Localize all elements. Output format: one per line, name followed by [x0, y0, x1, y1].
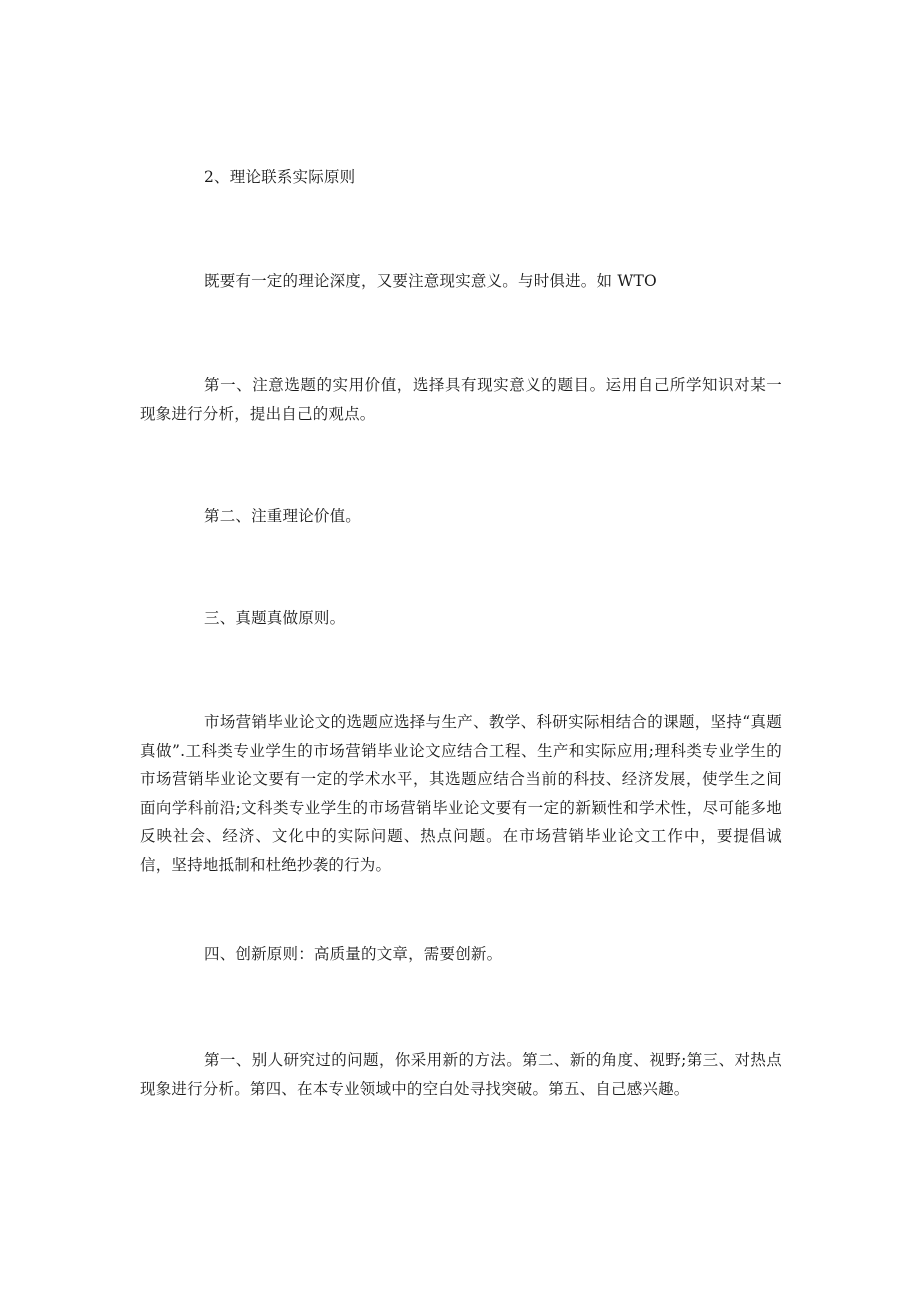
section-heading-real-topic: 三、真题真做原则。 — [204, 609, 346, 627]
paragraph-real-topic-detail: 市场营销毕业论文的选题应选择与生产、教学、科研实际相结合的课题，坚持“真题真做”.工科类专业学生的市场营销毕业论文应结合工程、生产和实际应用;理科类专业学生的市场营销毕业论文要有一定的学术水平，其选题应结合当前的科技、经济发展，使学生之间面向学科前沿;文科类专业学生的市场营销毕业论文要有一定的新颖性和学术性，尽可能多地反映社会、经济、文化中的实际问题、热点问题。在市场营销毕业论文工作中，要提倡诚信，坚持地抵制和杜绝抄袭的行为。 — [140, 713, 782, 874]
paragraph-innovation-detail: 第一、别人研究过的问题，你采用新的方法。第二、新的角度、视野;第三、对热点现象进行分析。第四、在本专业领域中的空白处寻找突破。第五、自己感兴趣。 — [140, 1051, 782, 1098]
paragraph-practical-value: 第一、注意选题的实用价值，选择具有现实意义的题目。运用自己所学知识对某一现象进行分析，提出自己的观点。 — [140, 376, 782, 423]
paragraph-theory-depth: 既要有一定的理论深度，又要注意现实意义。与时俱进。如 WTO — [204, 272, 657, 290]
section-heading-theory-practice: 2、理论联系实际原则 — [204, 168, 356, 186]
paragraph-theory-value: 第二、注重理论价值。 — [204, 507, 362, 525]
section-heading-innovation: 四、创新原则：高质量的文章，需要创新。 — [204, 945, 503, 963]
